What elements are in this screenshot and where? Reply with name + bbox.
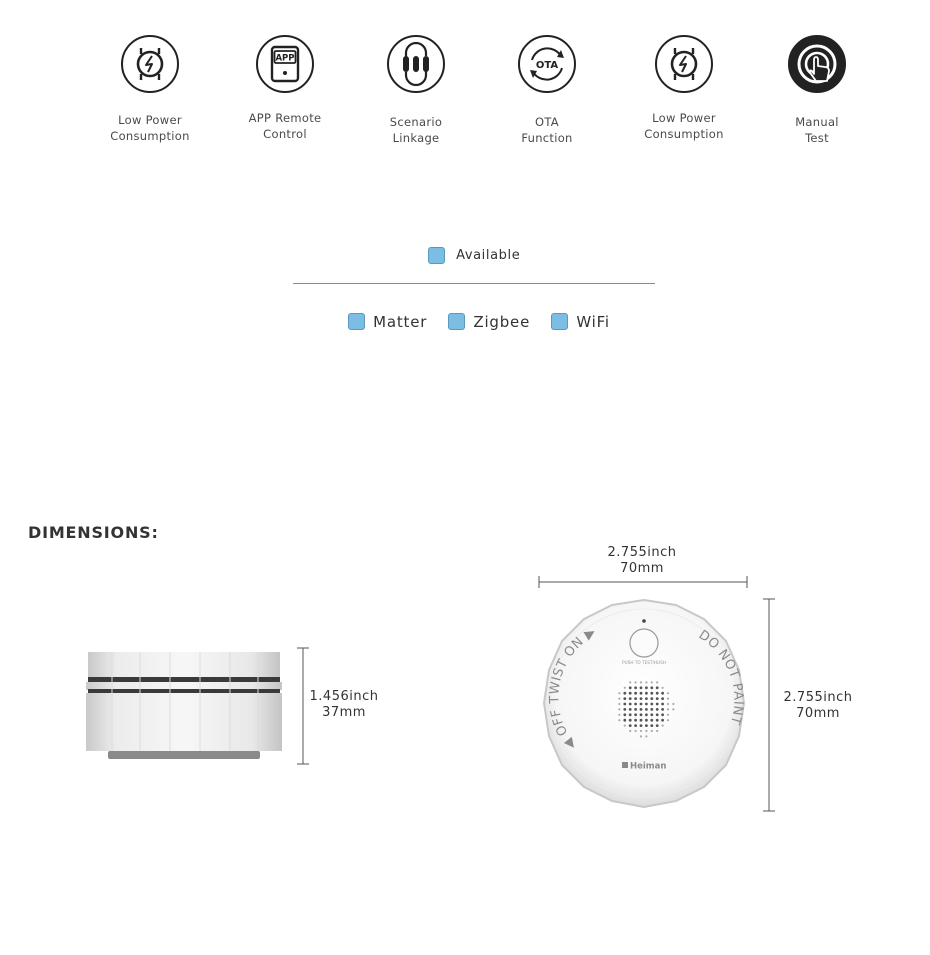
speaker-hole xyxy=(672,703,674,705)
speaker-hole xyxy=(634,724,637,727)
speaker-hole xyxy=(650,708,653,711)
twist-on-off-text: ◀ OFF TWIST ON ▶ xyxy=(547,624,599,753)
speaker-hole xyxy=(640,708,643,711)
protocol-swatch xyxy=(448,313,465,330)
speaker-hole xyxy=(645,681,647,683)
speaker-hole xyxy=(618,698,620,700)
app-icon-text: APP xyxy=(275,53,295,64)
speaker-hole xyxy=(640,686,643,689)
height-inch: 1.456inch xyxy=(309,689,379,704)
speaker-hole xyxy=(645,703,648,706)
speaker-hole xyxy=(640,735,642,737)
speaker-hole xyxy=(645,730,647,732)
device-side-view xyxy=(84,646,284,764)
speaker-hole xyxy=(640,730,642,732)
depth-inch: 2.755inch xyxy=(783,690,853,705)
speaker-hole xyxy=(635,681,637,683)
speaker-hole xyxy=(650,703,653,706)
protocol-item-wifi xyxy=(551,311,610,330)
feature-label: APP Remote Control xyxy=(248,111,322,141)
protocol-item-matter xyxy=(348,311,432,330)
speaker-hole xyxy=(629,692,632,695)
speaker-hole xyxy=(661,708,664,711)
speaker-hole xyxy=(640,692,643,695)
width-dimension-line xyxy=(537,575,749,589)
speaker-hole xyxy=(650,697,653,700)
speaker-hole xyxy=(629,708,632,711)
speaker-hole xyxy=(645,692,648,695)
speaker-hole xyxy=(667,708,669,710)
feature-low-power-2 xyxy=(619,34,749,142)
low-power-icon xyxy=(120,34,180,94)
speaker-hole xyxy=(623,692,626,695)
feature-label: Scenario Linkage xyxy=(389,115,443,145)
speaker-hole xyxy=(667,698,669,700)
speaker-hole xyxy=(656,719,659,722)
speaker-hole xyxy=(662,687,664,689)
width-inch: 2.755inch xyxy=(607,545,677,560)
speaker-hole xyxy=(645,713,648,716)
protocol-label: Zigbee xyxy=(473,312,531,331)
available-label: Available xyxy=(456,248,521,263)
protocol-label: Matter xyxy=(373,312,428,331)
speaker-hole xyxy=(623,713,626,716)
speaker-hole xyxy=(656,730,658,732)
speaker-hole xyxy=(634,708,637,711)
speaker-hole xyxy=(661,713,664,716)
speaker-hole xyxy=(650,719,653,722)
speaker-hole xyxy=(623,708,626,711)
speaker-hole xyxy=(629,719,632,722)
availability-legend xyxy=(428,245,520,264)
speaker-hole xyxy=(656,681,658,683)
speaker-hole xyxy=(645,724,648,727)
manual-test-icon xyxy=(787,34,847,94)
feature-label: Manual Test xyxy=(795,115,839,145)
speaker-hole xyxy=(623,697,626,700)
speaker-hole xyxy=(624,687,626,689)
brand-logo: Heiman xyxy=(630,761,667,772)
dimensions-title: DIMENSIONS: xyxy=(28,523,159,542)
speaker-hole xyxy=(634,697,637,700)
speaker-hole xyxy=(629,724,632,727)
speaker-hole xyxy=(629,681,631,683)
speaker-hole xyxy=(629,697,632,700)
feature-low-power-1 xyxy=(85,34,215,144)
feature-app-remote xyxy=(220,34,350,142)
speaker-hole xyxy=(650,686,653,689)
speaker-hole xyxy=(651,681,653,683)
feature-label: OTA Function xyxy=(521,115,573,145)
speaker-hole xyxy=(640,681,642,683)
speaker-hole xyxy=(651,730,653,732)
speaker-hole xyxy=(672,708,674,710)
speaker-hole xyxy=(629,730,631,732)
speaker-hole xyxy=(640,703,643,706)
speaker-hole xyxy=(634,719,637,722)
do-not-paint-text: DO NOT PAINT xyxy=(695,627,746,727)
speaker-hole xyxy=(618,708,620,710)
ota-icon-text: OTA xyxy=(535,60,559,71)
speaker-hole xyxy=(645,719,648,722)
protocol-item-zigbee xyxy=(448,311,535,330)
protocol-swatch xyxy=(348,313,365,330)
height-mm: 37mm xyxy=(322,705,366,720)
speaker-hole xyxy=(645,708,648,711)
speaker-hole xyxy=(656,713,659,716)
speaker-hole xyxy=(645,697,648,700)
low-power-icon xyxy=(654,34,714,94)
speaker-hole xyxy=(667,719,669,721)
speaker-hole xyxy=(624,725,626,727)
speaker-hole xyxy=(645,735,647,737)
speaker-hole xyxy=(640,697,643,700)
feature-ota xyxy=(482,34,612,146)
test-button-label: PUSH TO TEST/HUSH xyxy=(622,660,666,665)
speaker-hole xyxy=(650,724,653,727)
width-mm: 70mm xyxy=(620,561,664,576)
height-dimension-label xyxy=(306,689,382,721)
speaker-hole xyxy=(623,703,626,706)
speaker-hole xyxy=(656,686,659,689)
speaker-hole xyxy=(656,692,659,695)
available-swatch xyxy=(428,247,445,264)
speaker-hole xyxy=(634,686,637,689)
speaker-hole xyxy=(662,725,664,727)
speaker-hole xyxy=(656,724,659,727)
speaker-hole xyxy=(629,703,632,706)
speaker-hole xyxy=(661,703,664,706)
width-dimension-label xyxy=(600,545,684,577)
speaker-hole xyxy=(623,719,626,722)
speaker-hole xyxy=(667,714,669,716)
speaker-hole xyxy=(640,719,643,722)
speaker-hole xyxy=(629,713,632,716)
speaker-hole xyxy=(640,713,643,716)
depth-dimension-label xyxy=(780,690,856,722)
device-top-view xyxy=(538,597,750,812)
protocol-swatch xyxy=(551,313,568,330)
speaker-hole xyxy=(656,697,659,700)
speaker-hole xyxy=(650,713,653,716)
availability-divider xyxy=(293,283,655,284)
depth-dimension-line xyxy=(762,597,776,813)
speaker-hole xyxy=(656,708,659,711)
speaker-hole xyxy=(618,692,620,694)
feature-manual-test xyxy=(752,34,882,146)
speaker-hole xyxy=(661,692,664,695)
speaker-hole xyxy=(618,703,620,705)
feature-label: Low Power Consumption xyxy=(110,113,190,143)
speaker-hole xyxy=(634,692,637,695)
speaker-hole xyxy=(661,697,664,700)
speaker-hole xyxy=(618,714,620,716)
feature-scenario-linkage xyxy=(351,34,481,146)
speaker-hole xyxy=(635,730,637,732)
speaker-hole xyxy=(656,703,659,706)
speaker-hole xyxy=(640,724,643,727)
scenario-linkage-icon xyxy=(386,34,446,94)
protocol-label: WiFi xyxy=(576,312,610,331)
speaker-hole xyxy=(629,686,632,689)
app-icon xyxy=(255,34,315,94)
speaker-hole xyxy=(645,686,648,689)
speaker-hole xyxy=(634,703,637,706)
speaker-hole xyxy=(650,692,653,695)
speaker-hole xyxy=(667,692,669,694)
speaker-hole xyxy=(661,719,664,722)
ota-icon xyxy=(517,34,577,94)
depth-mm: 70mm xyxy=(796,706,840,721)
speaker-hole xyxy=(618,719,620,721)
speaker-hole xyxy=(667,703,669,705)
speaker-hole xyxy=(634,713,637,716)
feature-label: Low Power Consumption xyxy=(644,111,724,141)
protocol-list xyxy=(348,311,610,331)
